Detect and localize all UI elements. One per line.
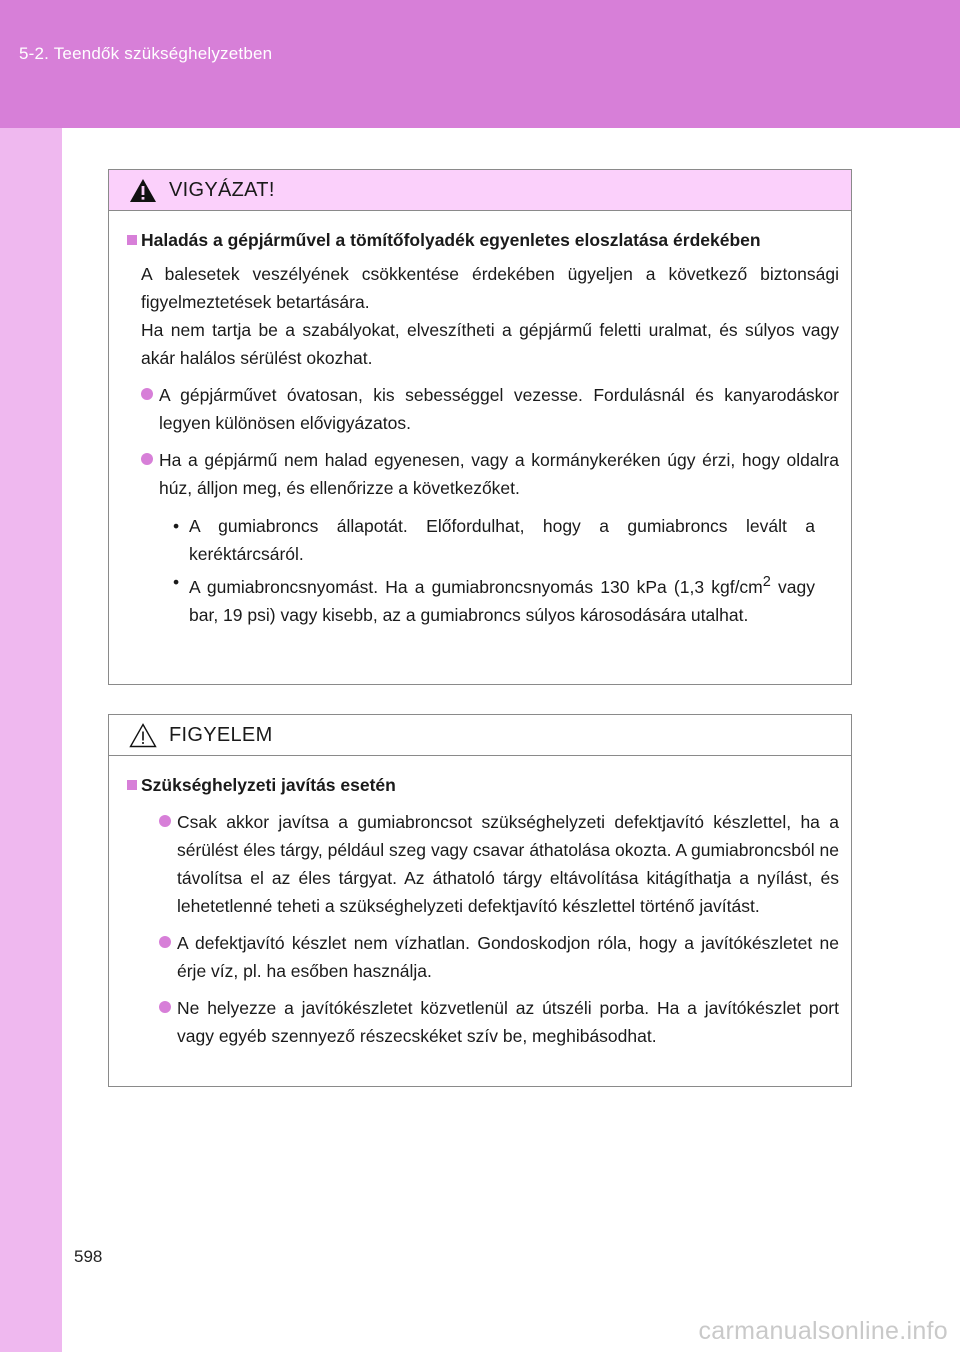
list-item: Ne helyezze a javítókészletet közvetlenül az útszéli porba. Ha a javítókészlet port vagy egyéb szennyező részecskéket szív be, meghibásodhat. xyxy=(159,994,839,1050)
warning-triangle-outline-icon xyxy=(129,723,157,748)
list-item: A gépjárművet óvatosan, kis sebességgel vezesse. Fordulásnál és kanyarodáskor legyen különösen elővigyázatos. xyxy=(141,381,839,437)
notice-section-heading: Szükséghelyzeti javítás esetén xyxy=(127,771,839,799)
list-item: Ha a gépjármű nem halad egyenesen, vagy a kormánykeréken úgy érzi, hogy oldalra húz, álljon meg, és ellenőrizze a következőket. xyxy=(141,446,839,502)
dot-bullet-icon xyxy=(159,1001,171,1013)
side-tab-strip xyxy=(0,0,62,1352)
notice-body xyxy=(109,756,851,1050)
page-header xyxy=(0,0,960,128)
square-bullet-icon xyxy=(127,780,137,790)
caution-header xyxy=(109,170,851,211)
small-bullet-icon: • xyxy=(173,572,180,592)
caution-body xyxy=(109,211,851,629)
notice-header xyxy=(109,715,851,756)
caution-section-heading: Haladás a gépjárművel a tömítőfolyadék egyenletes eloszlatása érdekében xyxy=(127,226,839,254)
dot-bullet-icon xyxy=(141,453,153,465)
watermark: carmanualsonline.info xyxy=(698,1317,948,1345)
list-item: A defektjavító készlet nem vízhatlan. Gondoskodjon róla, hogy a javítókészletet ne érje víz, pl. ha esőben használja. xyxy=(159,929,839,985)
notice-title: FIGYELEM xyxy=(169,723,273,746)
notice-box xyxy=(108,714,852,1087)
caution-intro: A balesetek veszélyének csökkentése érdekében ügyeljen a következő biztonsági figyelmeztetések betartására. Ha nem tartja be a szabályokat, elveszítheti a gépjármű feletti uralmat, és súlyos vagy akár halálos sérülést okozhat. xyxy=(141,264,839,368)
caution-box xyxy=(108,169,852,685)
dot-bullet-icon xyxy=(159,936,171,948)
small-bullet-icon: • xyxy=(173,516,180,536)
square-bullet-icon xyxy=(127,235,137,245)
dot-bullet-icon xyxy=(159,815,171,827)
section-title: 5-2. Teendők szükséghelyzetben xyxy=(19,44,273,63)
list-item: Csak akkor javítsa a gumiabroncsot szükséghelyzeti defektjavító készlettel, ha a sérülést éles tárgy, például szeg vagy csavar áthatolása okozta. A gumiabroncsból ne távolítsa el az éles tárgyat. Az áthatoló tárgy eltávolítása kitágíthatja a nyílást, és lehetetlenné teheti a szükséghelyzeti defektjavító készlettel történő javítást. xyxy=(159,808,839,920)
page-number: 598 xyxy=(74,1247,103,1266)
dot-bullet-icon xyxy=(141,388,153,400)
warning-triangle-icon xyxy=(129,178,157,203)
sub-list-item: • A gumiabroncs állapotát. Előfordulhat, hogy a gumiabroncs levált a keréktárcsáról. xyxy=(173,512,815,568)
caution-title: VIGYÁZAT! xyxy=(169,178,275,201)
sub-list-item: • A gumiabroncsnyomást. Ha a gumiabroncsnyomás 130 kPa (1,3 kgf/$cm^2$ vagy bar, 19 psi) vagy kisebb, az a gumiabroncs súlyos károsodására utalhat. xyxy=(173,568,815,629)
